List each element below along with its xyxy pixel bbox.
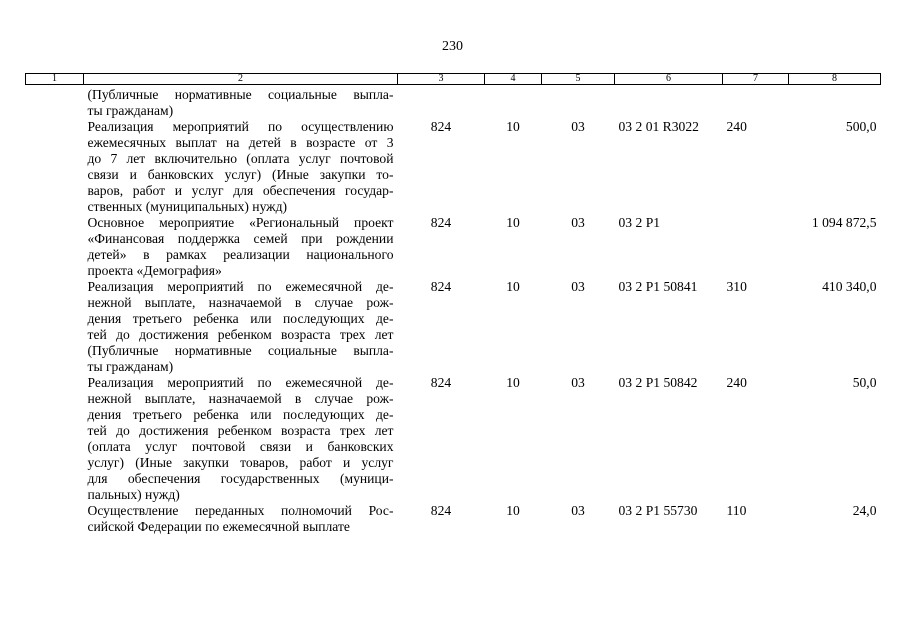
row-description [84, 119, 398, 215]
row-cell-c4: 10 [506, 215, 520, 230]
description-line: (оплата услуг почтовой связи и банковских [87, 439, 394, 454]
row-cell-c5 [542, 85, 615, 120]
row-cell-c6: 03 2 P1 50842 [618, 375, 698, 390]
description-line: пальных) нужд) [87, 487, 180, 502]
column-header-5: 5 [542, 74, 615, 85]
row-cell-c7: 310 [726, 279, 747, 294]
description-line: тей до достижения ребенком возраста трех лет [87, 423, 394, 438]
description-line: связи и банковских услуг) (Иные закупки то- [87, 167, 394, 182]
description-line: Осуществление переданных полномочий Рос- [87, 503, 394, 518]
row-cell-c7: 110 [726, 503, 747, 518]
column-header-1: 1 [26, 74, 84, 85]
table-body [26, 85, 881, 536]
row-cell-c6: 03 2 P1 55730 [618, 503, 698, 518]
budget-table [25, 73, 881, 535]
row-description [84, 85, 398, 120]
row-cell-c6: 03 2 P1 [618, 215, 661, 230]
row-cell-c7: 240 [726, 119, 747, 134]
table-row [26, 279, 881, 375]
description-line: ты гражданам) [87, 359, 174, 374]
description-line: варов, работ и услуг для обеспечения государ- [87, 183, 394, 198]
row-cell-c3: 824 [430, 119, 452, 134]
row-cell-c5: 03 [571, 503, 585, 518]
row-description [84, 503, 398, 535]
description-line: ственных (муниципальных) нужд) [87, 199, 288, 214]
row-cell-c7 [723, 85, 789, 120]
row-cell-c6: 03 2 01 R3022 [618, 119, 699, 134]
row-cell-c6: 03 2 P1 50841 [618, 279, 698, 294]
description-line: проекта «Демография» [87, 263, 222, 278]
row-cell-c5: 03 [571, 375, 585, 390]
row-cell-c3 [398, 85, 485, 120]
row-cell-c4: 10 [506, 279, 520, 294]
description-line: тей до достижения ребенком возраста трех лет [87, 327, 394, 342]
row-cell-c8: 500,0 [845, 119, 877, 134]
row-cell-c3: 824 [430, 279, 452, 294]
column-header-7: 7 [723, 74, 789, 85]
row-cell-c6 [615, 85, 723, 120]
row-cell-c8: 24,0 [852, 503, 877, 518]
row-cell-c8: 1 094 872,5 [811, 215, 877, 230]
description-line: сийской Федерации по ежемесячной выплате [87, 519, 350, 534]
description-line: дения третьего ребенка или последующих де- [87, 407, 394, 422]
column-number-row [26, 74, 881, 85]
row-cell-c4 [485, 85, 542, 120]
row-cell-c4: 10 [506, 503, 520, 518]
row-cell-c3: 824 [430, 503, 452, 518]
description-line: ты гражданам) [87, 103, 174, 118]
row-cell-col1 [26, 119, 84, 215]
column-header-8: 8 [789, 74, 881, 85]
row-cell-c7: 240 [726, 375, 747, 390]
row-cell-col1 [26, 215, 84, 279]
row-cell-c5: 03 [571, 119, 585, 134]
page-number: 230 [442, 39, 463, 54]
row-cell-c8: 50,0 [852, 375, 877, 390]
row-cell-col1 [26, 85, 84, 120]
row-cell-c3: 824 [430, 375, 452, 390]
row-cell-col1 [26, 375, 84, 503]
description-line: нежной выплате, назначаемой в случае рож- [87, 295, 394, 310]
row-cell-c5: 03 [571, 279, 585, 294]
description-line: Реализация мероприятий по ежемесячной де- [87, 375, 394, 390]
description-line: для обеспечения государственных (муници- [87, 471, 394, 486]
description-line: Основное мероприятие «Региональный проект [87, 215, 394, 230]
description-line: Реализация мероприятий по ежемесячной де- [87, 279, 394, 294]
row-cell-col1 [26, 279, 84, 375]
row-cell-col1 [26, 503, 84, 535]
row-description [84, 279, 398, 375]
row-cell-c4: 10 [506, 119, 520, 134]
row-description [84, 375, 398, 503]
row-cell-c5: 03 [571, 215, 585, 230]
row-cell-c3: 824 [430, 215, 452, 230]
description-line: (Публичные нормативные социальные выпла- [87, 87, 394, 102]
description-line: до 7 лет включительно (оплата услуг почтовой [87, 151, 394, 166]
row-cell-c8: 410 340,0 [822, 279, 877, 294]
table-row [26, 119, 881, 215]
table-row [26, 215, 881, 279]
table-row [26, 503, 881, 535]
row-description [84, 215, 398, 279]
description-line: ежемесячных выплат на детей в возрасте от 3 [87, 135, 394, 150]
row-cell-c8 [789, 85, 881, 120]
description-line: (Публичные нормативные социальные выпла- [87, 343, 394, 358]
row-cell-c7 [723, 215, 789, 279]
column-header-3: 3 [398, 74, 485, 85]
description-line: «Финансовая поддержка семей при рождении [87, 231, 394, 246]
description-line: нежной выплате, назначаемой в случае рож- [87, 391, 394, 406]
column-header-6: 6 [615, 74, 723, 85]
table-row [26, 375, 881, 503]
table-row [26, 85, 881, 120]
column-header-4: 4 [485, 74, 542, 85]
description-line: услуг) (Иные закупки товаров, работ и услуг [87, 455, 394, 470]
row-cell-c4: 10 [506, 375, 520, 390]
description-line: Реализация мероприятий по осуществлению [87, 119, 394, 134]
description-line: детей» в рамках реализации национального [87, 247, 394, 262]
column-header-2: 2 [84, 74, 398, 85]
description-line: дения третьего ребенка или последующих де- [87, 311, 394, 326]
